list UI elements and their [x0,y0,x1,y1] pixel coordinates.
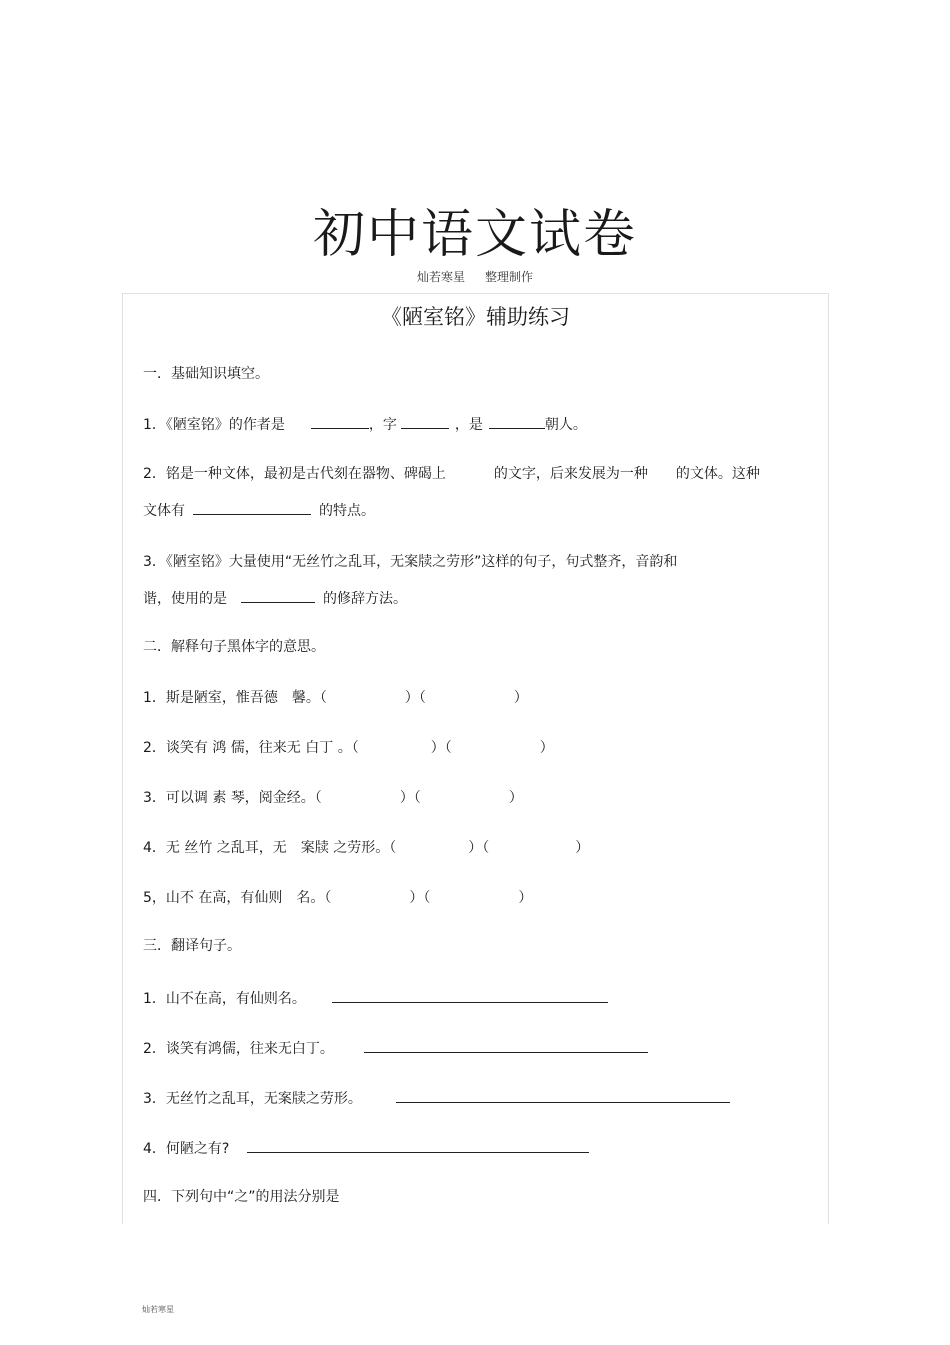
q3-text-b: 谐，使用的是 [143,591,227,607]
section-4-title: 四．下列句中“之”的用法分别是 [143,1189,340,1205]
section-3-title: 三．翻译句子。 [143,938,241,954]
q1-text-c: ，是 [454,417,483,433]
page-title: 初中语文试卷 [312,205,637,265]
question-1-3: 3．《陋室铭》大量使用“无丝竹之乱耳，无案牍之劳形”这样的句子，句式整齐，音韵和 [143,554,678,570]
q2-text-e: 的特点。 [319,503,375,519]
question-1-2 [143,464,760,484]
q2-text-c: 的文体。这种 [675,466,760,482]
q2-5-mid: ）（ [409,890,431,906]
author-line [0,268,950,285]
q2-text-d: 文体有 [143,503,185,519]
q2-2-mid: ）（ [430,740,452,756]
author-note: 整理制作 [485,270,534,284]
question-1-3-cont [143,588,407,609]
q3-3-text: 3．无丝竹之乱耳，无案牍之劳形。 [143,1091,362,1107]
q2-5-end: ） [518,890,533,906]
q1-text-d: 朝人。 [544,417,587,433]
question-1-1 [143,414,587,435]
answer-blank[interactable] [241,588,315,603]
answer-blank[interactable] [193,500,311,515]
answer-blank[interactable] [311,414,369,429]
q1-text-a: 1．《陋室铭》的作者是 [143,417,285,433]
q2-text-a: 2．铭是一种文体，最初是古代刻在器物、碑碣上 [143,466,446,482]
question-2-1 [143,688,528,708]
q2-1-mid: ）（ [404,690,426,706]
answer-blank[interactable] [489,414,545,429]
q2-4-end: ） [575,840,590,856]
worksheet-heading: 《陋室铭》辅助练习 [381,305,570,329]
question-3-2 [143,1038,648,1059]
question-3-4 [143,1138,589,1159]
question-3-3 [143,1088,730,1109]
q2-4-text: 4．无 丝竹 之乱耳，无 案牍 之劳形。（ [143,840,397,856]
q2-2-text: 2．谈笑有 鸿 儒，往来无 白丁 。（ [143,740,359,756]
q2-3-text: 3．可以调 素 琴，阅金经。（ [143,790,322,806]
translation-line[interactable] [332,988,608,1003]
page-footer: 灿若寒星 [142,1305,174,1314]
question-2-2 [143,738,554,758]
q2-text-b: 的文字，后来发展为一种 [493,466,648,482]
q2-5-text: 5，山不 在高，有仙则 名。（ [143,890,332,906]
section-2-title: 二．解释句子黑体字的意思。 [143,639,325,655]
answer-blank[interactable] [401,414,449,429]
q2-4-mid: ）（ [468,840,490,856]
question-2-5 [143,888,532,908]
q2-3-end: ） [508,790,523,806]
translation-line[interactable] [247,1138,589,1153]
question-2-4 [143,838,589,858]
question-1-2-cont [143,500,375,521]
q2-3-mid: ）（ [399,790,421,806]
q3-4-text: 4．何陋之有? [143,1141,230,1157]
q2-1-text: 1．斯是陋室，惟吾德 馨。（ [143,690,327,706]
q3-1-text: 1．山不在高，有仙则名。 [143,991,306,1007]
q2-2-end: ） [539,740,554,756]
translation-line[interactable] [396,1088,730,1103]
q3-2-text: 2．谈笑有鸿儒，往来无白丁。 [143,1041,334,1057]
author-name: 灿若寒星 [416,270,465,284]
q1-text-b: ，字 [368,417,397,433]
translation-line[interactable] [364,1038,648,1053]
section-1-title: 一．基础知识填空。 [143,366,269,382]
q2-1-end: ） [513,690,528,706]
question-2-3 [143,788,523,808]
q3-text-c: 的修辞方法。 [323,591,407,607]
question-3-1 [143,988,608,1009]
